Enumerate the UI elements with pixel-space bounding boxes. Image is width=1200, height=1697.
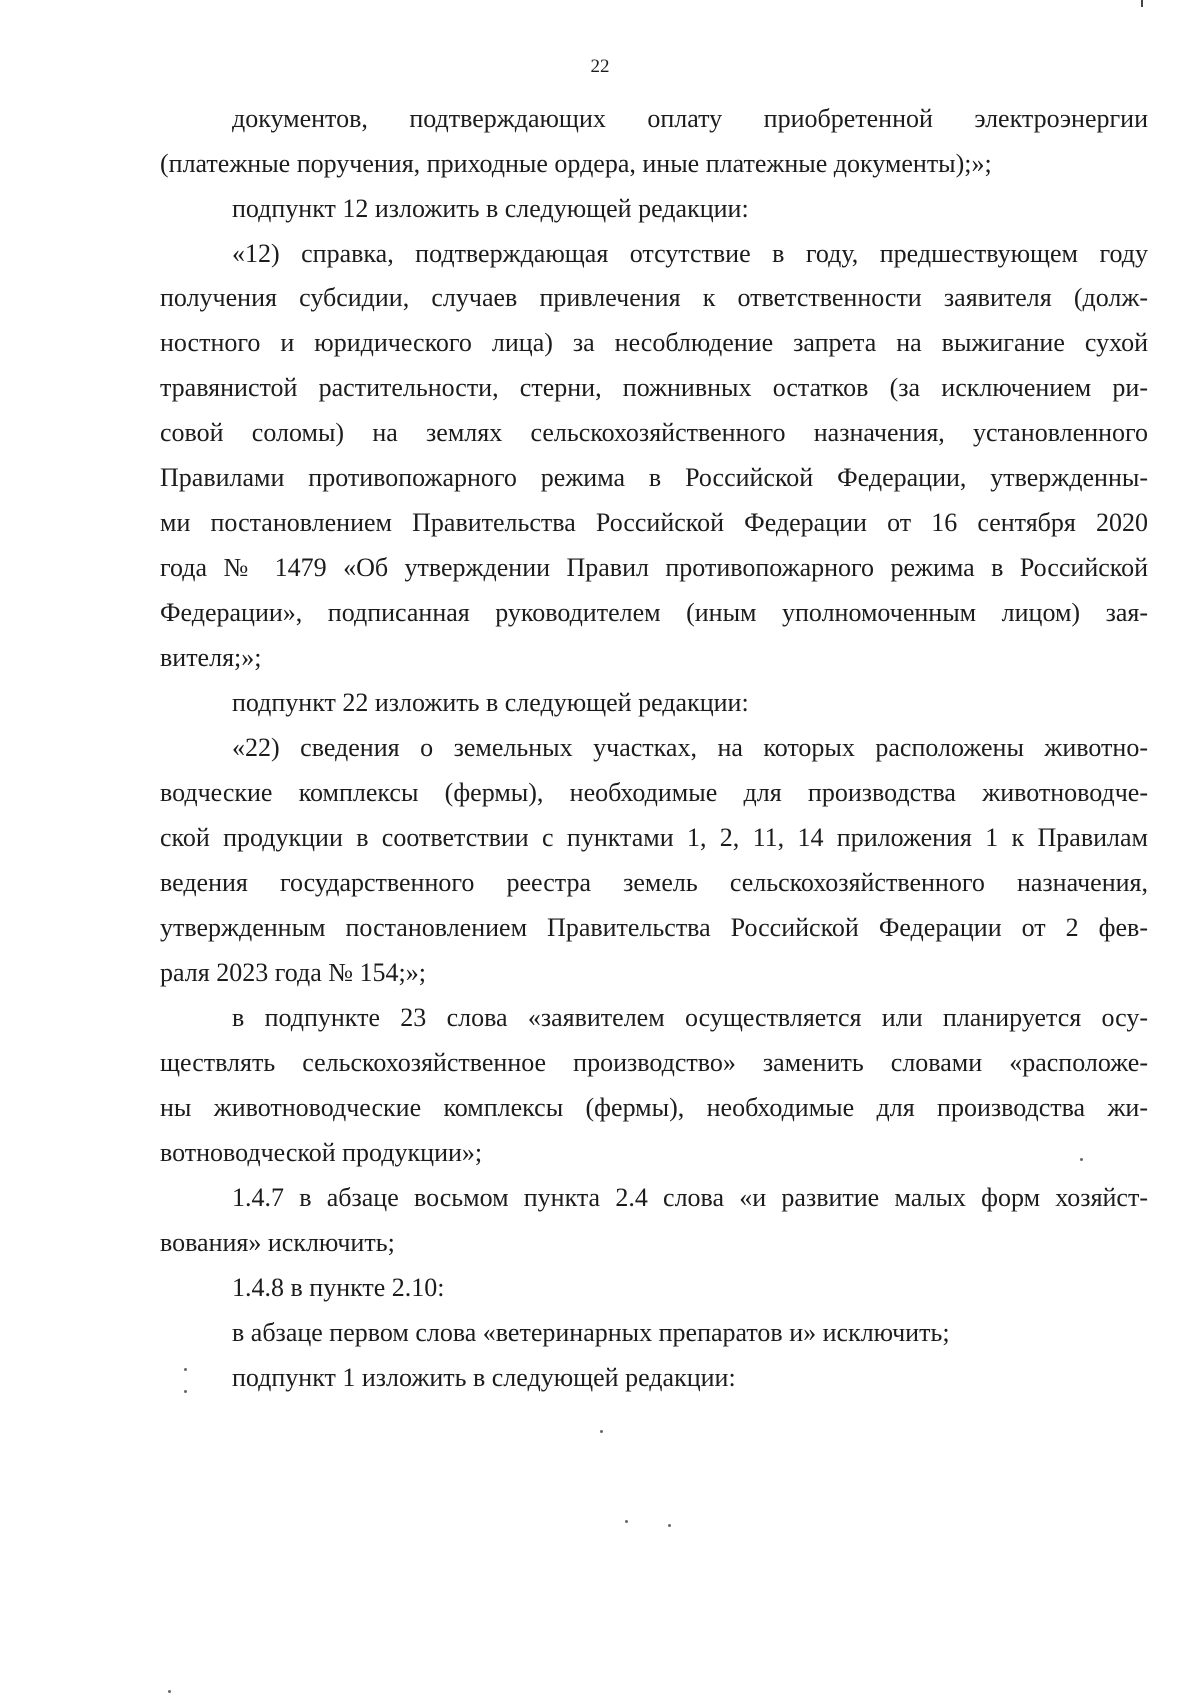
text-line: 1.4.8 в пункте 2.10:: [232, 1273, 445, 1302]
text-line: травянистой растительности, стерни, пожнивных остатков (за исключением ри-: [160, 373, 1148, 402]
text-line: подпункт 12 изложить в следующей редакции:: [232, 194, 749, 223]
scan-speck: [625, 1520, 628, 1523]
scan-speck: [1080, 1158, 1083, 1161]
scan-speck: [600, 1430, 603, 1433]
text-line: получения субсидии, случаев привлечения к ответственности заявителя (долж-: [160, 283, 1148, 312]
text-line: подпункт 22 изложить в следующей редакции:: [232, 688, 749, 717]
text-line: ской продукции в соответствии с пунктами 1, 2, 11, 14 приложения 1 к Правилам: [160, 823, 1148, 852]
text-line: водческие комплексы (фермы), необходимые для производства животноводче-: [160, 778, 1148, 807]
text-line: утвержденным постановлением Правительства Российской Федерации от 2 фев-: [160, 913, 1148, 942]
scan-speck: [668, 1524, 671, 1527]
text-line: Правилами противопожарного режима в Российской Федерации, утвержденны-: [160, 463, 1148, 492]
text-line: вителя;»;: [160, 643, 262, 672]
text-line: года № 1479 «Об утверждении Правил противопожарного режима в Российской: [160, 553, 1148, 582]
scan-speck: [184, 1368, 187, 1371]
text-line: подпункт 1 изложить в следующей редакции:: [232, 1363, 736, 1392]
text-line: «22) сведения о земельных участках, на которых расположены животно-: [232, 733, 1148, 762]
scan-speck: [184, 1390, 187, 1393]
text-line: (платежные поручения, приходные ордера, иные платежные документы);»;: [160, 149, 992, 178]
text-line: ведения государственного реестра земель сельскохозяйственного назначения,: [160, 868, 1148, 897]
text-line: вотноводческой продукции»;: [160, 1138, 483, 1167]
text-line: вования» исключить;: [160, 1228, 395, 1257]
text-line: в абзаце первом слова «ветеринарных препаратов и» исключить;: [232, 1318, 950, 1347]
page-number: 22: [590, 56, 610, 77]
text-line: в подпункте 23 слова «заявителем осуществляется или планируется осу-: [232, 1003, 1148, 1032]
text-line: ществлять сельскохозяйственное производство» заменить словами «расположе-: [160, 1048, 1148, 1077]
text-line: Федерации», подписанная руководителем (иным уполномоченным лицом) зая-: [160, 598, 1148, 627]
scan-corner-mark: [1141, 0, 1143, 7]
text-line: раля 2023 года № 154;»;: [160, 958, 426, 987]
text-line: совой соломы) на землях сельскохозяйственного назначения, установленного: [160, 418, 1148, 447]
text-line: ностного и юридического лица) за несоблюдение запрета на выжигание сухой: [160, 328, 1148, 357]
scan-speck: [168, 1690, 171, 1693]
text-line: 1.4.7 в абзаце восьмом пункта 2.4 слова «и развитие малых форм хозяйст-: [232, 1183, 1148, 1212]
text-line: документов, подтверждающих оплату приобретенной электроэнергии: [232, 104, 1148, 133]
text-line: ми постановлением Правительства Российской Федерации от 16 сентября 2020: [160, 508, 1148, 537]
text-line: «12) справка, подтверждающая отсутствие в году, предшествующем году: [232, 239, 1148, 268]
text-line: ны животноводческие комплексы (фермы), необходимые для производства жи-: [160, 1093, 1148, 1122]
